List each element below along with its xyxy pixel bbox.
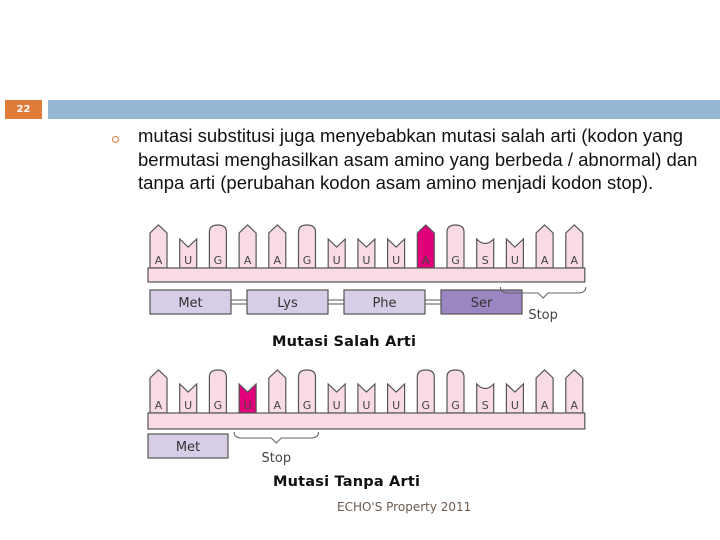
codon-base: [269, 370, 286, 413]
codon-base: [209, 225, 226, 268]
mrna-strip: [148, 413, 585, 429]
codon-base: [299, 370, 316, 413]
codon-base: [239, 225, 256, 268]
svg-text:G: G: [302, 254, 312, 267]
svg-text:Lys: Lys: [277, 296, 298, 311]
svg-text:U: U: [243, 399, 252, 412]
codon-base: [447, 225, 464, 268]
svg-text:Stop: Stop: [528, 308, 558, 323]
svg-text:U: U: [332, 254, 341, 267]
codon-base: [328, 384, 345, 413]
amino-acid-box: [247, 290, 344, 314]
codon-base: [150, 370, 167, 413]
codon-base: [506, 239, 523, 268]
svg-text:Met: Met: [178, 296, 203, 311]
codon-base: [358, 239, 375, 268]
svg-text:G: G: [421, 399, 431, 412]
codon-base: [566, 225, 583, 268]
codon-base: [180, 384, 197, 413]
svg-text:U: U: [362, 399, 371, 412]
svg-text:Stop: Stop: [261, 451, 292, 466]
svg-text:Ser: Ser: [470, 296, 493, 311]
amino-acid-box: [150, 290, 247, 314]
codon-base: [239, 384, 256, 413]
svg-text:Met: Met: [175, 440, 201, 455]
codon-base: [477, 239, 494, 268]
svg-text:A: A: [570, 399, 579, 412]
svg-text:U: U: [510, 254, 519, 267]
svg-text:U: U: [362, 254, 371, 267]
svg-text:A: A: [154, 399, 163, 412]
svg-text:U: U: [184, 399, 193, 412]
svg-text:A: A: [273, 399, 282, 412]
svg-text:U: U: [184, 254, 193, 267]
codon-base: [417, 225, 434, 268]
amino-acid-box: [148, 434, 228, 458]
codon-base: [536, 225, 553, 268]
svg-text:A: A: [273, 254, 282, 267]
caption-salah-arti: Mutasi Salah Arti: [272, 334, 417, 350]
codon-base: [388, 239, 405, 268]
mrna-diagram-1: [148, 225, 586, 323]
svg-text:G: G: [451, 254, 460, 267]
svg-text:G: G: [213, 399, 223, 412]
codon-base: [566, 370, 583, 413]
svg-text:G: G: [302, 399, 312, 412]
svg-text:U: U: [510, 399, 519, 412]
svg-text:Phe: Phe: [372, 296, 397, 311]
bullet-text: mutasi substitusi juga menyebabkan mutasi salah arti (kodon yang bermutasi menghasilkan asam amino yang berbeda / abnormal) dan tanpa arti (perubahan kodon asam amino menjadi kodon stop).: [138, 125, 698, 193]
svg-text:U: U: [332, 399, 341, 412]
codon-base: [269, 225, 286, 268]
codon-base: [358, 384, 375, 413]
svg-text:A: A: [243, 254, 252, 267]
svg-text:S: S: [481, 254, 489, 267]
codon-base: [180, 239, 197, 268]
codon-base: [506, 384, 523, 413]
footer-credit: ECHO'S Property 2011: [337, 500, 472, 514]
svg-text:S: S: [481, 399, 489, 412]
codon-base: [299, 225, 316, 268]
codon-base: [150, 225, 167, 268]
caption-tanpa-arti: Mutasi Tanpa Arti: [273, 474, 421, 490]
codon-base: [388, 384, 405, 413]
codon-base: [536, 370, 553, 413]
mrna-diagram-2: [148, 370, 585, 466]
codon-base: [209, 370, 226, 413]
svg-text:A: A: [422, 254, 430, 267]
amino-acid-box: [441, 290, 522, 314]
amino-acid-box: [344, 290, 441, 314]
svg-text:A: A: [570, 254, 579, 267]
svg-text:U: U: [392, 254, 401, 267]
svg-text:G: G: [213, 254, 223, 267]
codon-base: [417, 370, 434, 413]
svg-text:U: U: [392, 399, 401, 412]
codon-base: [447, 370, 464, 413]
svg-text:A: A: [154, 254, 163, 267]
stop-bracket: [234, 432, 318, 466]
svg-text:A: A: [540, 399, 549, 412]
codon-base: [477, 384, 494, 413]
mrna-strip: [148, 268, 585, 282]
svg-text:G: G: [451, 399, 460, 412]
svg-text:A: A: [540, 254, 549, 267]
slide-number: 22: [5, 100, 42, 119]
codon-base: [328, 239, 345, 268]
